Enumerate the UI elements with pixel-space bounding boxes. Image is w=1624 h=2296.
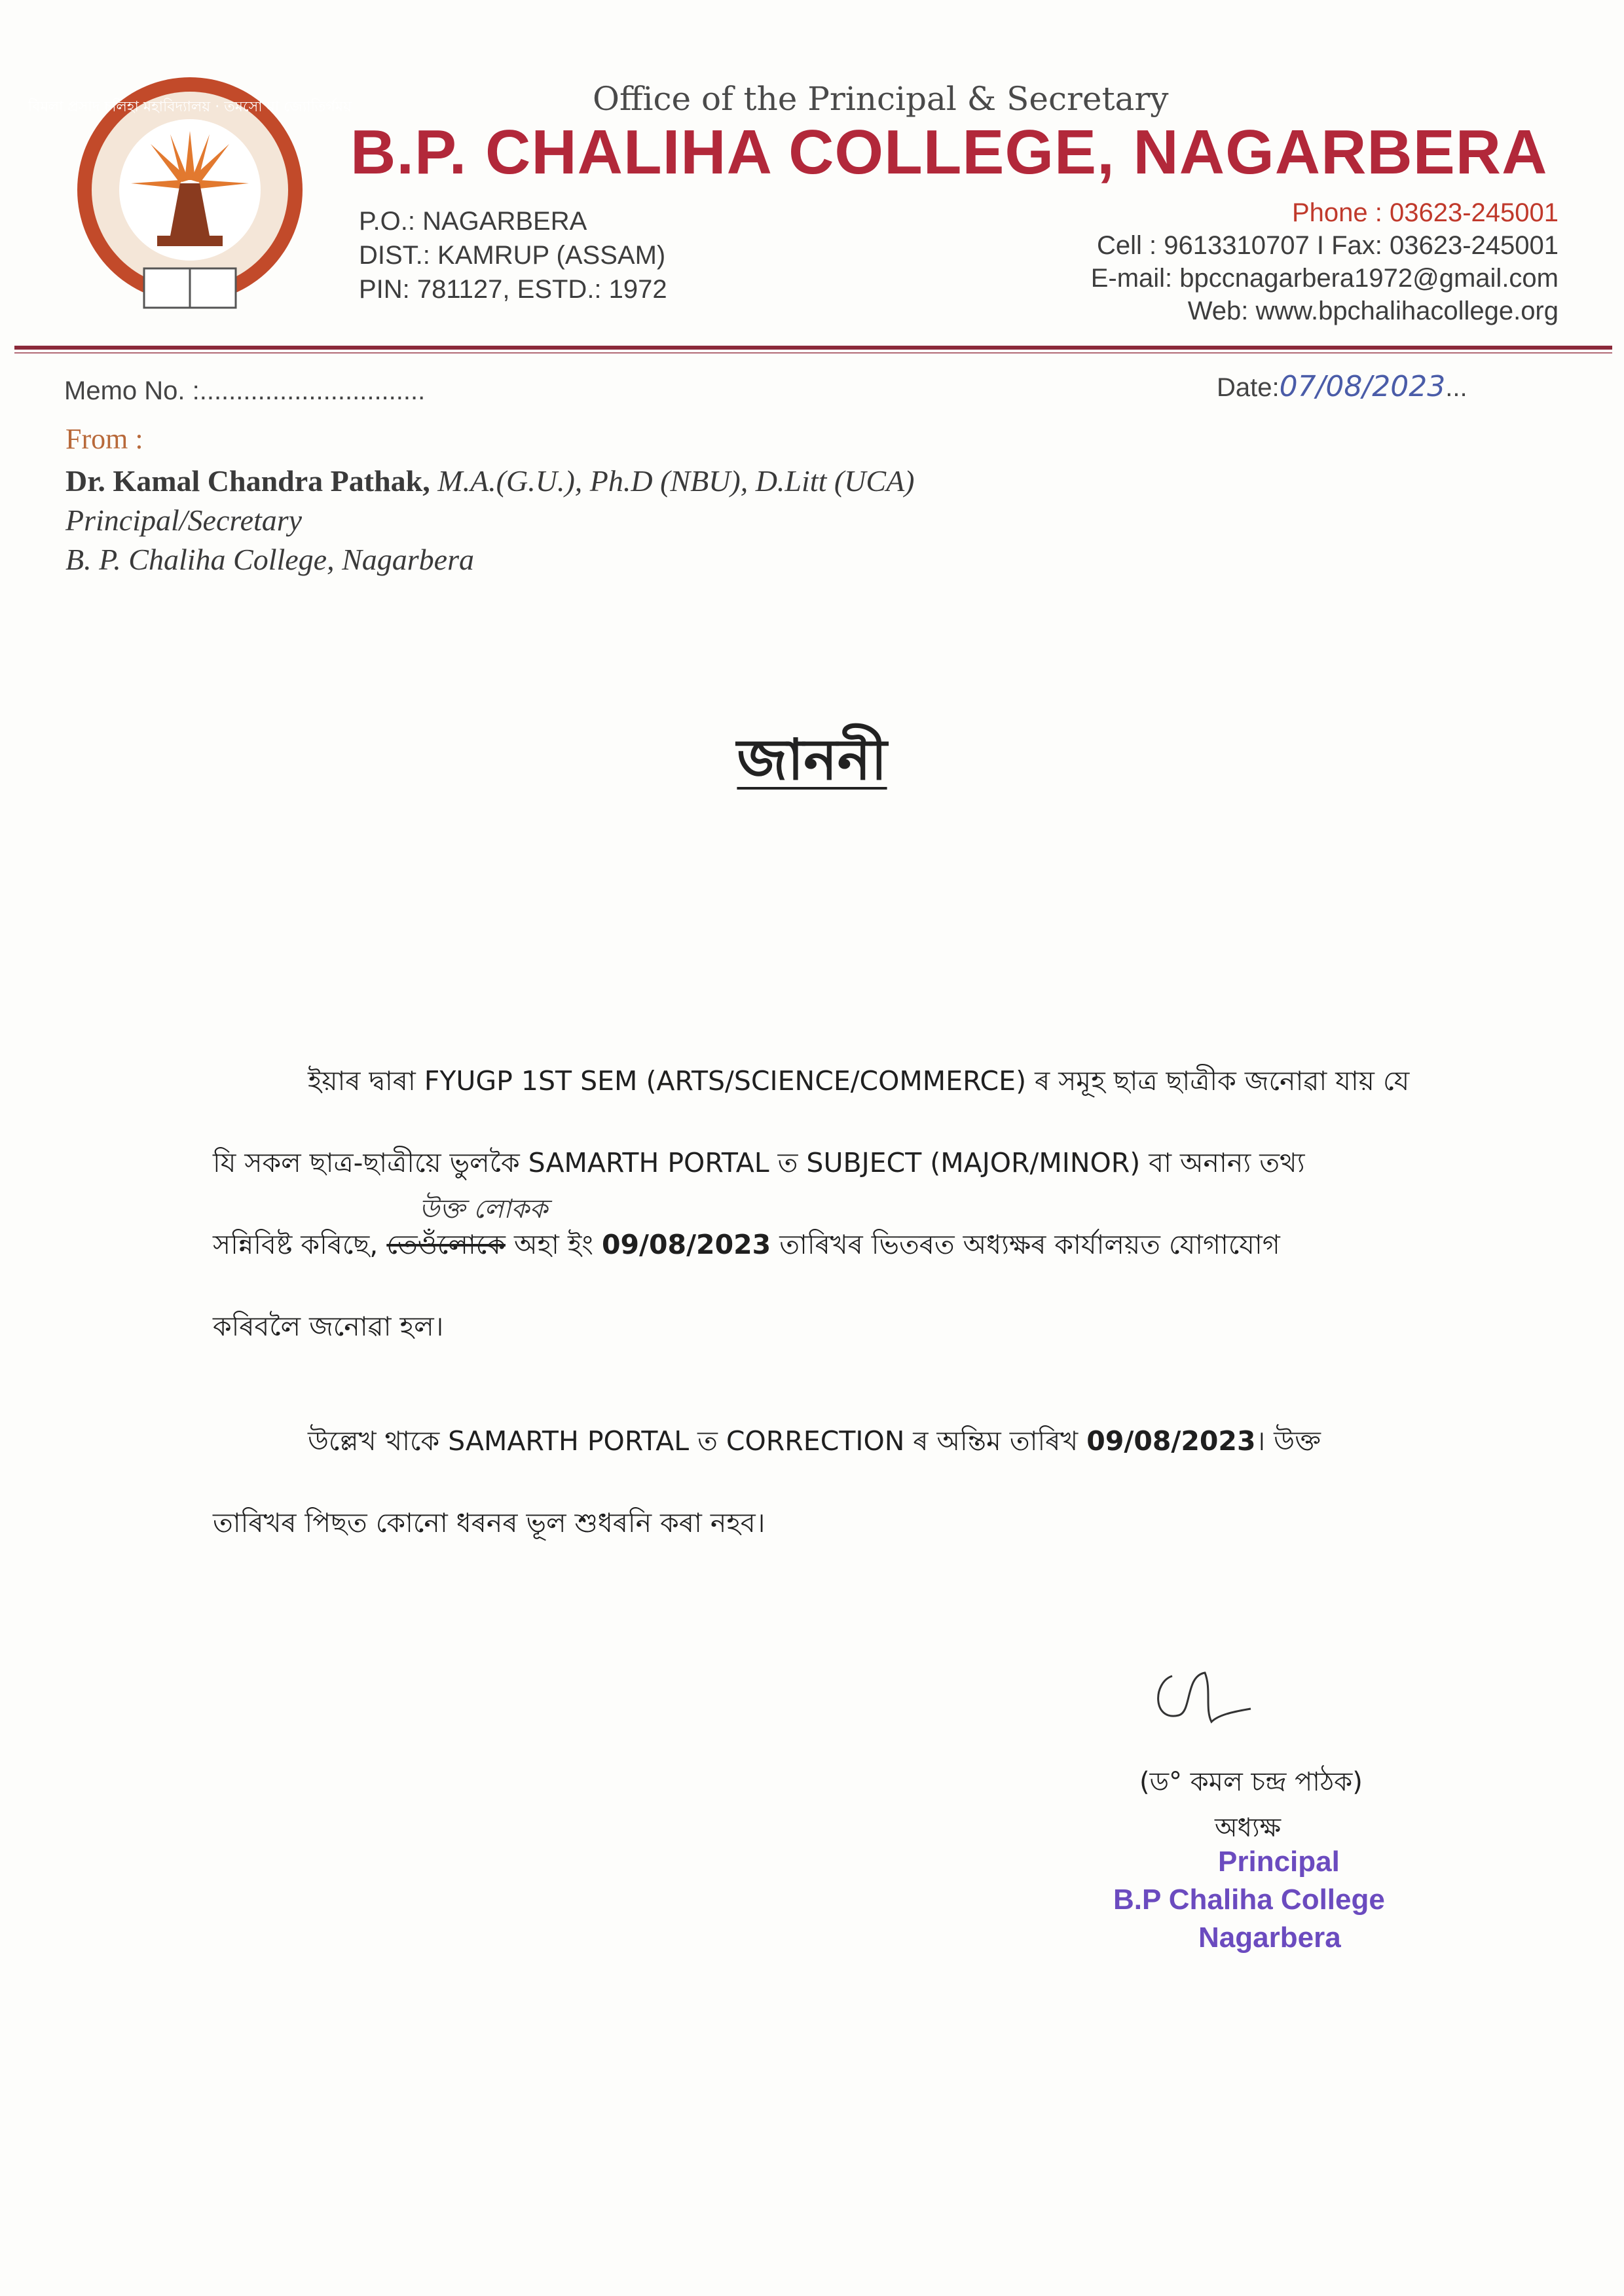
date-field: Date:07/08/2023... <box>1217 370 1467 403</box>
sender-name: Dr. Kamal Chandra Pathak, <box>65 464 430 498</box>
struck-word: তেওঁলোকে <box>386 1229 506 1260</box>
official-stamp <box>1113 1843 1385 1957</box>
sender-block <box>65 462 915 579</box>
notice-line: কৰিবলৈ জনোৱা হল। <box>213 1311 444 1342</box>
address-line: DIST.: KAMRUP (ASSAM) <box>359 241 666 270</box>
stamp-line: Principal <box>1218 1846 1340 1878</box>
stamp-line: Nagarbera <box>1198 1922 1341 1954</box>
memo-number: Memo No. :............................... <box>64 376 426 405</box>
college-name: B.P. CHALIHA COLLEGE, NAGARBERA <box>350 117 1548 187</box>
header-rule-thin <box>14 352 1612 354</box>
office-title: Office of the Principal & Secretary <box>593 80 1169 118</box>
from-label: From : <box>65 423 143 455</box>
contact-block <box>1091 196 1559 327</box>
line5-part: । উক্ত <box>1255 1425 1321 1457</box>
line3-part: অহা ইং <box>513 1229 593 1260</box>
date-value: 07/08/2023 <box>1279 370 1446 403</box>
sender-designation: Principal/Secretary <box>65 503 303 537</box>
date-label: Date: <box>1217 373 1280 402</box>
sender-institution: B. P. Chaliha College, Nagarbera <box>65 543 474 576</box>
college-logo <box>28 72 352 324</box>
line3-part: সন্নিবিষ্ট কৰিছে, <box>213 1229 378 1260</box>
signatory-name: (ড° কমল চন্দ্ৰ পাঠক) <box>1139 1767 1363 1797</box>
website: Web: www.bpchalihacollege.org <box>1187 297 1559 325</box>
address-line: P.O.: NAGARBERA <box>359 207 587 236</box>
cell-fax: Cell : 9613310707 I Fax: 03623-245001 <box>1097 231 1559 260</box>
line5-part: উল্লেখ থাকে SAMARTH PORTAL ত CORRECTION ৰ অন্তিম তাৰিখ <box>308 1425 1079 1457</box>
line3-part: তাৰিখৰ ভিতৰত অধ্যক্ষৰ কাৰ্যালয়ত যোগাযোগ <box>779 1229 1280 1260</box>
phone: Phone : 03623-245001 <box>1291 198 1559 227</box>
notice-line: তাৰিখৰ পিছত কোনো ধৰনৰ ভূল শুধৰনি কৰা নহব। <box>213 1507 766 1539</box>
notice-title: জাননী <box>737 727 887 793</box>
notice-line <box>213 1421 1545 1466</box>
notice-line <box>213 1224 1450 1269</box>
notice-line: ইয়াৰ দ্বাৰা FYUGP 1ST SEM (ARTS/SCIENCE/COMMERCE) ৰ সমূহ ছাত্ৰ ছাত্ৰীক জনোৱা যায় যে <box>308 1065 1410 1097</box>
email: E-mail: bpccnagarbera1972@gmail.com <box>1090 264 1559 293</box>
stamp-line: B.P Chaliha College <box>1113 1884 1385 1916</box>
signature <box>1146 1663 1290 1741</box>
header-rule <box>14 346 1612 350</box>
deadline-date: 09/08/2023 <box>601 1229 771 1260</box>
correction-deadline: 09/08/2023 <box>1086 1425 1256 1457</box>
address-line: PIN: 781127, ESTD.: 1972 <box>359 275 667 304</box>
handwritten-correction: উক্ত লোকক <box>419 1194 548 1224</box>
sender-qualifications: M.A.(G.U.), Ph.D (NBU), D.Litt (UCA) <box>437 464 915 498</box>
postal-address <box>359 204 667 306</box>
signatory-post: অধ্যক্ষ <box>1215 1813 1282 1843</box>
notice-line: যি সকল ছাত্ৰ-ছাত্ৰীয়ে ভুলকৈ SAMARTH PORTAL ত SUBJECT (MAJOR/MINOR) বা অনান্য তথ্য <box>213 1147 1305 1178</box>
logo-text: বিমলা প্ৰসাদ চলিহা মহাবিদ্যালয় · তমসো মা জ্যোতিৰ্গময় <box>28 99 352 115</box>
